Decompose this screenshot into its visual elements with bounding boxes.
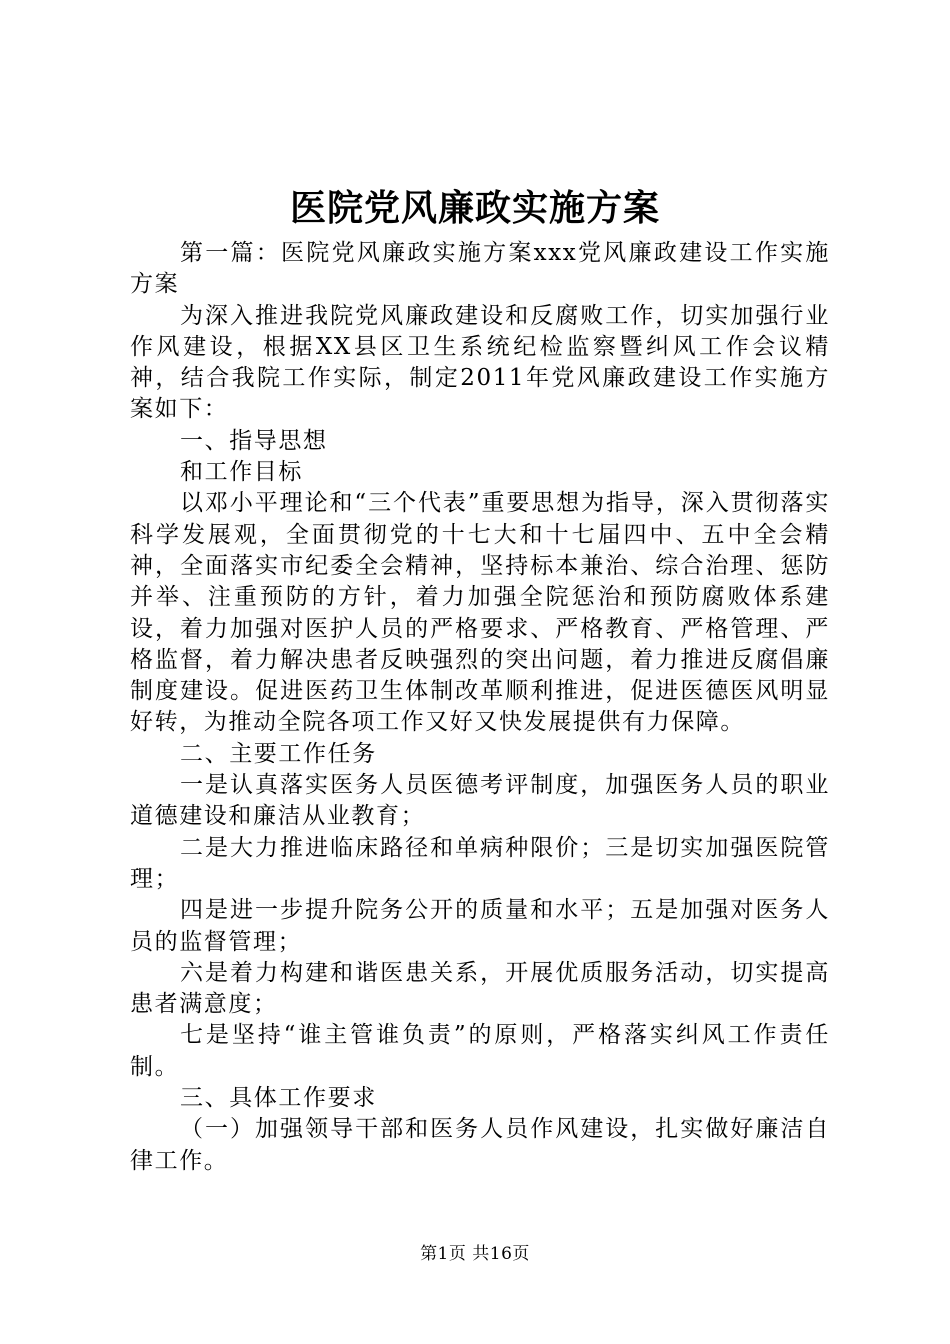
section-heading: 一、指导思想: [180, 427, 328, 454]
paragraph: 第一篇：医院党风廉政实施方案xxx党风廉政建设工作实施方案: [130, 240, 830, 298]
document-title: 医院党风廉政实施方案: [289, 187, 660, 229]
page-footer: 第1页 共16页: [420, 1244, 530, 1264]
paragraph: 一是认真落实医务人员医德考评制度，加强医务人员的职业道德建设和廉洁从业教育；: [130, 772, 830, 830]
section-heading: 二、主要工作任务: [180, 740, 377, 767]
paragraph: 四是进一步提升院务公开的质量和水平；五是加强对医务人员的监督管理；: [130, 897, 830, 955]
section-heading: 和工作目标: [180, 459, 303, 486]
paragraph: 以邓小平理论和“三个代表”重要思想为指导，深入贯彻落实科学发展观，全面贯彻党的十七大和十七届四中、五中全会精神，全面落实市纪委全会精神，坚持标本兼治、综合治理、惩防并举、注重预防的方针，着力加强全院惩治和预防腐败体系建设，着力加强对医护人员的严格要求、严格教育、严格管理、严格监督，着力解决患者反映强烈的突出问题，着力推进反腐倡廉制度建设。促进医药卫生体制改革顺利推进，促进医德医风明显好转，为推动全院各项工作又好又快发展提供有力保障。: [130, 490, 830, 736]
paragraph: 为深入推进我院党风廉政建设和反腐败工作，切实加强行业作风建设，根据XX县区卫生系统纪检监察暨纠风工作会议精神，结合我院工作实际，制定2011年党风廉政建设工作实施方案如下：: [130, 302, 830, 423]
section-heading: 三、具体工作要求: [180, 1085, 377, 1112]
paragraph: 七是坚持“谁主管谁负责”的原则，严格落实纠风工作责任制。: [130, 1022, 830, 1080]
paragraph: 二是大力推进临床路径和单病种限价；三是切实加强医院管理；: [130, 834, 830, 892]
paragraph: （一）加强领导干部和医务人员作风建设，扎实做好廉洁自律工作。: [130, 1116, 830, 1174]
document-body: [130, 238, 830, 1177]
paragraph: 六是着力构建和谐医患关系，开展优质服务活动，切实提高患者满意度；: [130, 959, 830, 1018]
